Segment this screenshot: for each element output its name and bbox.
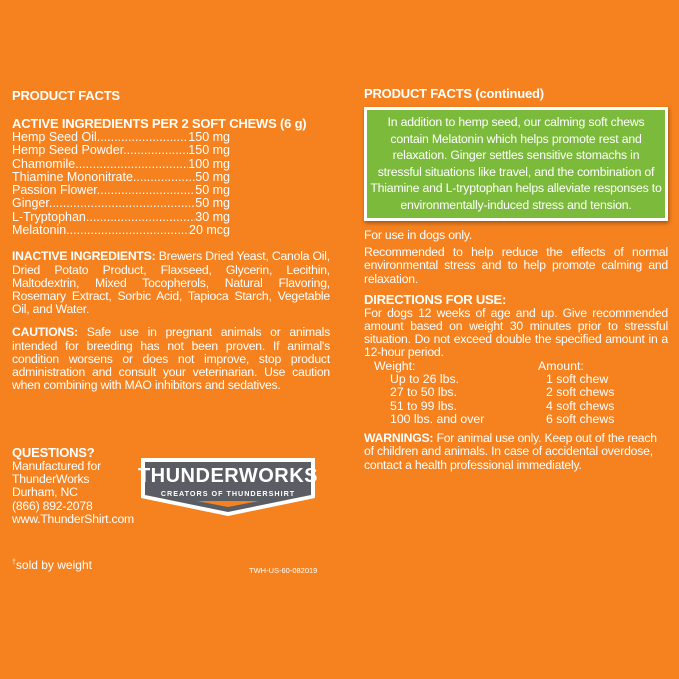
ingredient-name: Melatonin .....	[12, 224, 189, 237]
ingredient-name: Hemp Seed Oil .....	[12, 131, 188, 144]
company-name: ThunderWorks	[12, 472, 90, 487]
benefits-callout: In addition to hemp seed, our calming soft chews contain Melatonin which helps promote rest and relaxation. Ginger settles sensitive stomachs in stressful situations like travel, and the combination of Thiamine and L-tryptophan helps alleviate responses to environmentally-induced stress and tension.	[364, 107, 668, 221]
footnote	[12, 558, 92, 572]
ingredient-name: Hemp Seed Powder .....	[12, 144, 188, 157]
active-ingredients-heading: ACTIVE INGREDIENTS PER 2 SOFT CHEWS (6 g)	[12, 116, 307, 131]
dosage-weight: 27 to 50 lbs.	[390, 385, 457, 400]
phone-number: (866) 892-2078	[12, 498, 93, 513]
left-panel	[12, 88, 330, 392]
ingredient-amount: 100 mg	[188, 156, 230, 171]
dosage-table	[374, 360, 668, 426]
ingredient-row	[12, 158, 230, 171]
ingredient-amount: 50 mg	[195, 183, 230, 198]
ingredient-amount: 150 mg	[188, 130, 230, 144]
ingredient-row	[12, 211, 230, 224]
right-panel	[364, 86, 668, 472]
weight-header: Weight:	[374, 358, 416, 373]
dosage-amount: 6 soft chews	[546, 411, 615, 426]
company-location: Durham, NC	[12, 485, 78, 500]
dogs-only-note: For use in dogs only.	[364, 228, 473, 242]
cautions	[12, 326, 330, 392]
cautions-label: CAUTIONS:	[12, 325, 78, 340]
inactive-ingredients	[12, 250, 330, 316]
ingredient-amount: 50 mg	[195, 169, 230, 184]
cautions-text: Safe use in pregnant animals or animals intended for breeding has not been proven. If animal's condition worsens or does not improve, stop product administration and consult your veterinarian. Use caution when combining with MAO inhibitors and sedatives.	[12, 325, 330, 393]
dosage-weight: Up to 26 lbs.	[390, 371, 460, 386]
dosage-amount: 4 soft chews	[546, 398, 615, 413]
ingredient-amount: 20 mcg	[189, 223, 230, 238]
ingredient-name: L-Tryptophan .....	[12, 211, 195, 224]
ingredient-row	[12, 197, 230, 210]
ingredient-amount: 30 mg	[195, 209, 230, 224]
directions-text: For dogs 12 weeks of age and up. Give recommended amount based on weight 30 minutes prior to stressful situation. Do not exceed double the specified amount in a 12-hour period.	[364, 305, 668, 360]
amount-header: Amount:	[538, 358, 584, 373]
warnings-label: WARNINGS:	[364, 431, 434, 446]
product-code: TWH-US-60-082019	[249, 566, 318, 575]
ingredient-row	[12, 131, 230, 144]
questions-heading: QUESTIONS?	[12, 445, 95, 460]
directions-heading: DIRECTIONS FOR USE:	[364, 291, 507, 307]
dosage-amount: 2 soft chews	[546, 385, 615, 400]
warnings-text: For animal use only. Keep out of the reach of children and animals. In case of accidental overdose, contact a health professional immediately.	[364, 431, 657, 472]
logo-tagline: CREATORS OF THUNDERSHIRT	[160, 489, 296, 498]
footnote-text: sold by weight	[15, 558, 92, 572]
ingredient-row	[12, 224, 230, 237]
footnote-mark: †	[12, 559, 16, 566]
inactive-ingredients-label: INACTIVE INGREDIENTS:	[12, 249, 156, 264]
active-ingredients-list	[12, 131, 330, 237]
ingredient-amount: 150 mg	[188, 143, 230, 158]
recommended-text: Recommended to help reduce the effects of normal environmental stress and to help promote calming and relaxation.	[364, 245, 668, 286]
website-link: www.ThunderShirt.com	[12, 511, 134, 526]
inactive-ingredients-text: Brewers Dried Yeast, Canola Oil, Dried Potato Product, Flaxseed, Glycerin, Lecithin, Maltodextrin, Mixed Tocopherols, Natural Flavoring, Rosemary Extract, Sorbic Acid, Tapioca Starch, Vegetable Oil, and Water.	[12, 249, 330, 317]
ingredient-row	[12, 171, 230, 184]
dosage-weight: 51 to 99 lbs.	[390, 398, 457, 413]
product-facts-title: PRODUCT FACTS	[12, 88, 120, 103]
thunderworks-logo	[137, 456, 319, 518]
ingredient-name: Passion Flower .....	[12, 184, 195, 197]
product-facts-continued-title: PRODUCT FACTS (continued)	[364, 86, 544, 101]
warnings	[364, 432, 668, 472]
ingredient-row	[12, 184, 230, 197]
ingredient-amount: 50 mg	[195, 196, 230, 211]
ingredient-name: Thiamine Mononitrate .....	[12, 171, 195, 184]
logo-brand: THUNDERWORKS	[137, 465, 319, 487]
dosage-weight: 100 lbs. and over	[390, 411, 485, 426]
dosage-amount: 1 soft chew	[546, 371, 609, 386]
ingredient-name: Ginger .....	[12, 197, 195, 210]
ingredient-name: Chamomile .....	[12, 158, 188, 171]
manufacturer-line: Manufactured for	[12, 459, 101, 473]
ingredient-row	[12, 144, 230, 157]
questions-block	[12, 445, 152, 526]
